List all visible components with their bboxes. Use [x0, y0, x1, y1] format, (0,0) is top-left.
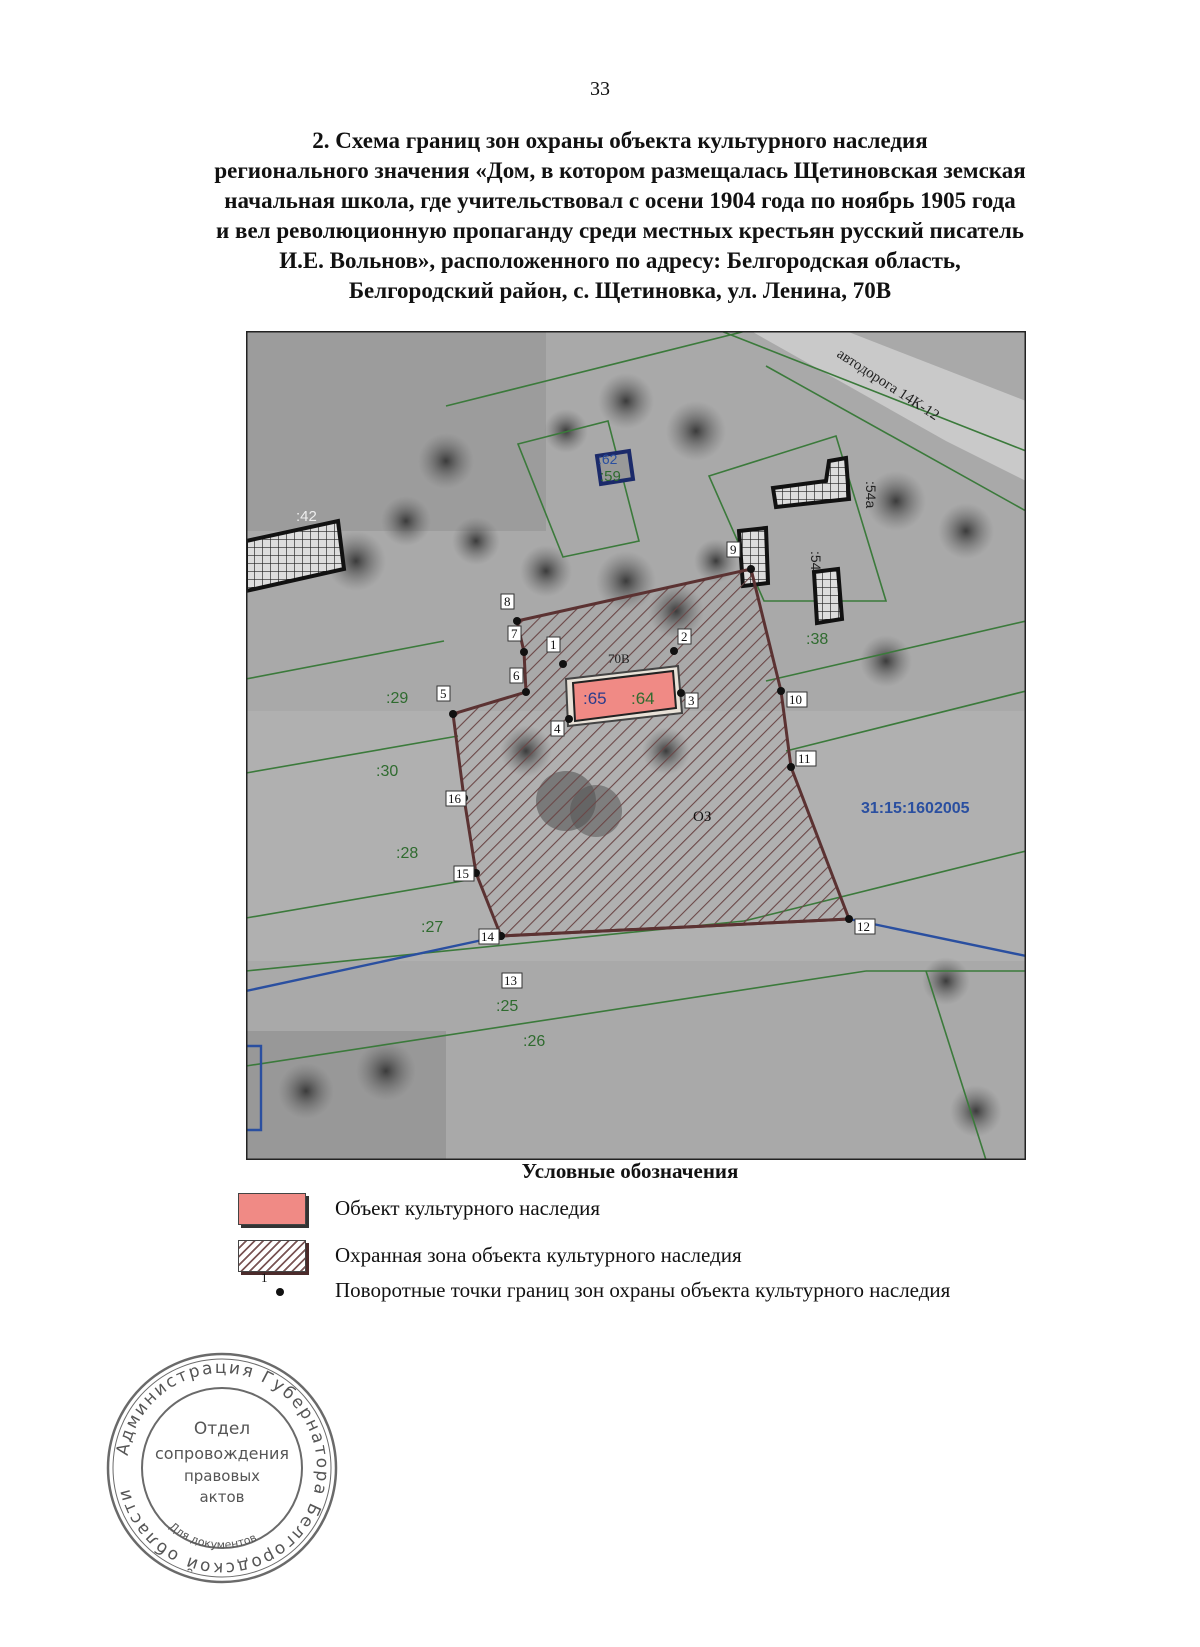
- zone-label: ОЗ: [693, 809, 712, 825]
- turning-point-label: 14: [481, 929, 494, 944]
- stamp-center-line: правовых: [183, 1467, 261, 1485]
- document-title: [150, 126, 1090, 306]
- turning-point-label: 10: [789, 692, 802, 707]
- parcel-label: :30: [376, 763, 399, 780]
- title-line: Белгородский район, с. Щетиновка, ул. Ленина, 70В: [348, 278, 892, 303]
- svg-text:Для документов: [167, 1520, 259, 1552]
- turning-point-label: 9: [730, 542, 737, 557]
- parcel-label: :42: [296, 508, 317, 525]
- legend-item-turning-points: Поворотные точки границ зон охраны объекта культурного наследия: [335, 1278, 951, 1302]
- turning-point-label: 16: [448, 791, 461, 806]
- parcel-label: :28: [396, 845, 419, 862]
- stamp-bottom-text: Для документов: [166, 1519, 259, 1552]
- title-line: И.Е. Вольнов», расположенного по адресу: Белгородская область,: [279, 248, 961, 273]
- title-line: и вел революционную пропаганду среди местных крестьян русский писатель: [216, 218, 1024, 243]
- parcel-label: :27: [421, 919, 444, 936]
- turning-point-label: 3: [688, 693, 695, 708]
- legend-title: Условные обозначения: [521, 1159, 739, 1183]
- parcel-label: :62: [598, 451, 618, 467]
- stamp-center-line: сопровождения: [154, 1444, 290, 1463]
- stamp-center-line: актов: [199, 1488, 245, 1506]
- turning-point-label: 6: [513, 668, 520, 683]
- legend-item-heritage-object: Объект культурного наследия: [335, 1196, 601, 1220]
- parcel-label: :64: [631, 689, 655, 708]
- parcel-label: :54а: [863, 481, 879, 509]
- turning-point-label: 13: [504, 973, 517, 988]
- legend-point-number: 1: [261, 1270, 268, 1285]
- parcel-label: :65: [583, 689, 607, 708]
- turning-point-label: 7: [511, 626, 518, 641]
- parcel-label: :59: [600, 468, 621, 485]
- protection-zone-swatch: [238, 1240, 306, 1272]
- page-number: 33: [590, 78, 610, 100]
- stamp-ring-text: Администрация Губернатора Белгородской области: [112, 1357, 333, 1579]
- title-line: 2. Схема границ зон охраны объекта культурного наследия: [312, 128, 928, 153]
- stamp-center-line: Отдел: [193, 1419, 251, 1439]
- parcel-label: :25: [496, 998, 519, 1015]
- turning-point-label: 5: [440, 686, 447, 701]
- turning-point-label: 12: [857, 919, 870, 934]
- object-address-label: 70В: [608, 651, 630, 666]
- turning-point-label: 15: [456, 866, 469, 881]
- title-line: регионального значения «Дом, в котором размещалась Щетиновская земская: [214, 158, 1026, 183]
- turning-point-label: 1: [550, 637, 557, 652]
- turning-point-label: 2: [681, 629, 688, 644]
- parcel-label: :29: [386, 690, 409, 707]
- turning-point-label: 4: [554, 721, 561, 736]
- parcel-label: :54: [808, 551, 824, 571]
- parcel-label: :38: [806, 631, 829, 648]
- legend-item-protection-zone: Охранная зона объекта культурного наследия: [335, 1243, 742, 1267]
- turning-point-label: 8: [504, 594, 511, 609]
- official-stamp: [104, 1350, 340, 1586]
- protection-zone-map: [246, 331, 1026, 1160]
- road-label: автодорога 14К-12: [833, 345, 942, 424]
- parcel-label: :26: [523, 1033, 546, 1050]
- title-line: начальная школа, где учительствовал с осени 1904 года по ноябрь 1905 года: [224, 188, 1016, 213]
- heritage-object-swatch: [238, 1193, 306, 1225]
- turning-point-label: 11: [798, 751, 811, 766]
- cadastral-block-label: 31:15:1602005: [861, 800, 970, 817]
- turning-point-dot-icon: [276, 1288, 284, 1296]
